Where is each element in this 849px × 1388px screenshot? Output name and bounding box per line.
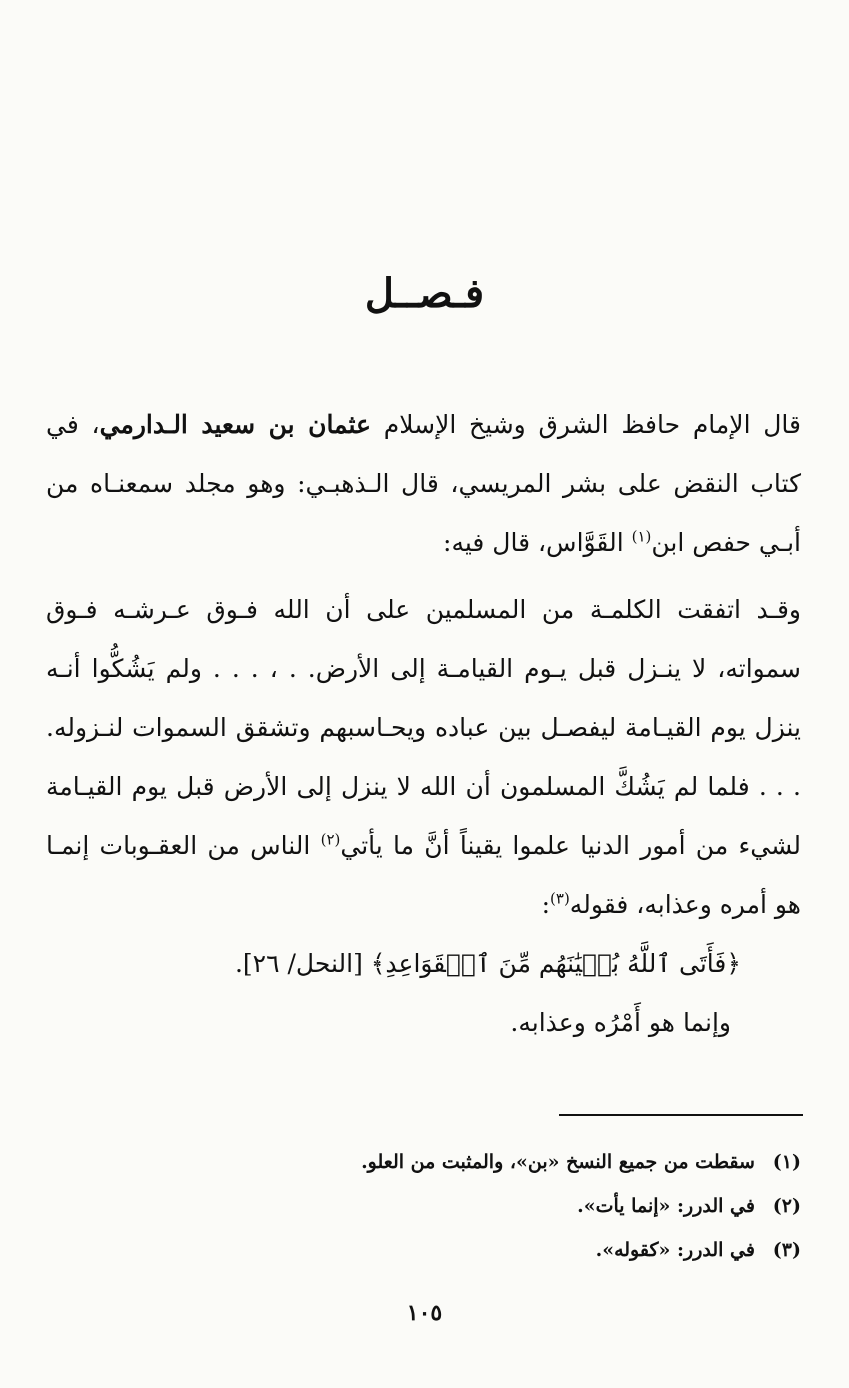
intro-text-3: القَوَّاس، قال فيه: <box>443 528 632 557</box>
footnote-divider <box>559 1114 803 1116</box>
footnote-number: (٣) <box>772 1239 801 1261</box>
paragraph-quote <box>46 580 801 934</box>
quran-verse: ﴿فَأَتَى ٱللَّهُ بُنۡيَٰنَهُم مِّنَ ٱلۡقَوَاعِدِ﴾ [النحل/ ٢٦]. <box>234 949 741 978</box>
footnote-text: سقطت من جميع النسخ «بن»، والمثبت من العلو. <box>361 1151 755 1173</box>
intro-text-1: قال الإمام حافظ الشرق وشيخ الإسلام <box>370 410 802 439</box>
quote-text-3: : <box>541 890 551 919</box>
footnote-text: في الدرر: «كقوله». <box>595 1239 755 1261</box>
footnote-ref-3: (٣) <box>550 889 570 908</box>
author-name: عثمان بن سعيد الـدارمي <box>99 410 371 439</box>
footnotes <box>46 1140 801 1272</box>
closing-line: وإنما هو أَمْرُه وعذابه. <box>510 1008 731 1037</box>
footnote-text: في الدرر: «إنما يأت». <box>577 1195 755 1217</box>
footnote-number: (٢) <box>772 1195 801 1217</box>
paragraph-intro <box>46 395 801 572</box>
quote-text-2: الناس من العقـوبات إنمـا هو أمره وعذابه، فقوله <box>46 831 801 919</box>
main-text <box>46 395 801 1052</box>
footnote-number: (١) <box>772 1151 801 1173</box>
footnote-ref-2: (٢) <box>320 830 341 849</box>
footnote-2 <box>46 1184 801 1228</box>
footnote-ref-1: (١) <box>631 527 652 546</box>
page-number: ١٠٥ <box>406 1300 443 1326</box>
footnote-3 <box>46 1228 801 1272</box>
intro-text-2: ، في كتاب النقض على بشر المريسي، قال الـذهبـي: وهو مجلد سمعنـاه من أبـي حفص ابن <box>46 410 801 557</box>
quote-text-1: وقـد اتفقت الكلمـة من المسلمين على أن الله فـوق عـرشـه فـوق سمواته، لا ينـزل قبل يـوم القيامـة إلى الأرض. . ، . . . ولم يَشُكُّوا أنـه ينزل يوم القيـامة ليفصـل بين عباده ويحـاسبهم وتشقق السموات لنـزوله. . . . فلما لم يَشُكَّ المسلمون أن الله لا ينزل إلى الأرض قبل يوم القيـامة لشيء من أمور الدنيا علموا يقيناً أنَّ ما يأتي <box>46 595 801 860</box>
footnote-1 <box>46 1140 801 1184</box>
section-title: فـصــل <box>364 270 485 317</box>
